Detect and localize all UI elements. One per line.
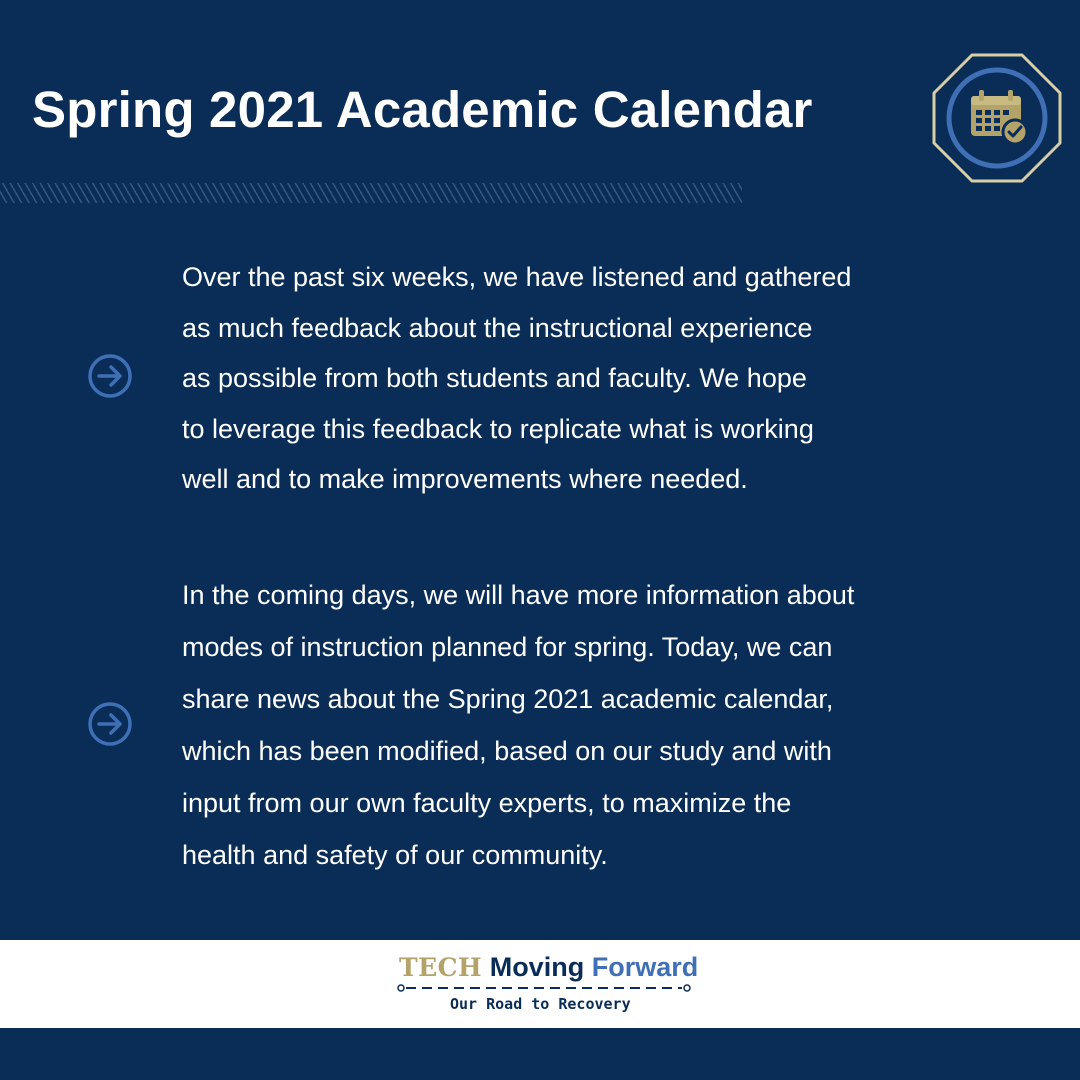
paragraph-line: share news about the Spring 2021 academic calendar, <box>182 684 834 714</box>
paragraph-feedback <box>182 252 851 505</box>
arrow-circle-right-icon <box>87 353 133 399</box>
paragraph-line: to leverage this feedback to replicate what is working <box>182 413 814 444</box>
logo-tagline: Our Road to Recovery <box>450 995 631 1013</box>
paragraph-calendar <box>182 569 854 881</box>
paragraph-line: modes of instruction planned for spring. Today, we can <box>182 632 833 662</box>
paragraph-line: which has been modified, based on our study and with <box>182 736 832 766</box>
arrow-circle-right-icon <box>87 701 133 747</box>
paragraph-line: In the coming days, we will have more information about <box>182 580 855 610</box>
paragraph-line: Over the past six weeks, we have listened and gathered <box>182 262 852 292</box>
calendar-check-icon <box>931 52 1063 184</box>
road-line-icon <box>396 983 692 993</box>
hatch-divider <box>0 183 742 203</box>
logo-moving: Moving <box>489 952 585 982</box>
paragraph-line: input from our own faculty experts, to maximize the <box>182 788 792 818</box>
paragraph-line: well and to make improvements where needed. <box>182 464 748 494</box>
logo-wordmark <box>399 952 698 983</box>
logo-tech: TECH <box>399 953 483 982</box>
paragraph-line: health and safety of our community. <box>182 840 608 870</box>
paragraph-line: as much feedback about the instructional experience <box>182 312 813 343</box>
page-title: Spring 2021 Academic Calendar <box>32 81 813 138</box>
paragraph-line: as possible from both students and faculty. We hope <box>182 363 807 393</box>
footer-logo-bar <box>0 940 1080 1028</box>
logo-forward: Forward <box>591 952 699 982</box>
